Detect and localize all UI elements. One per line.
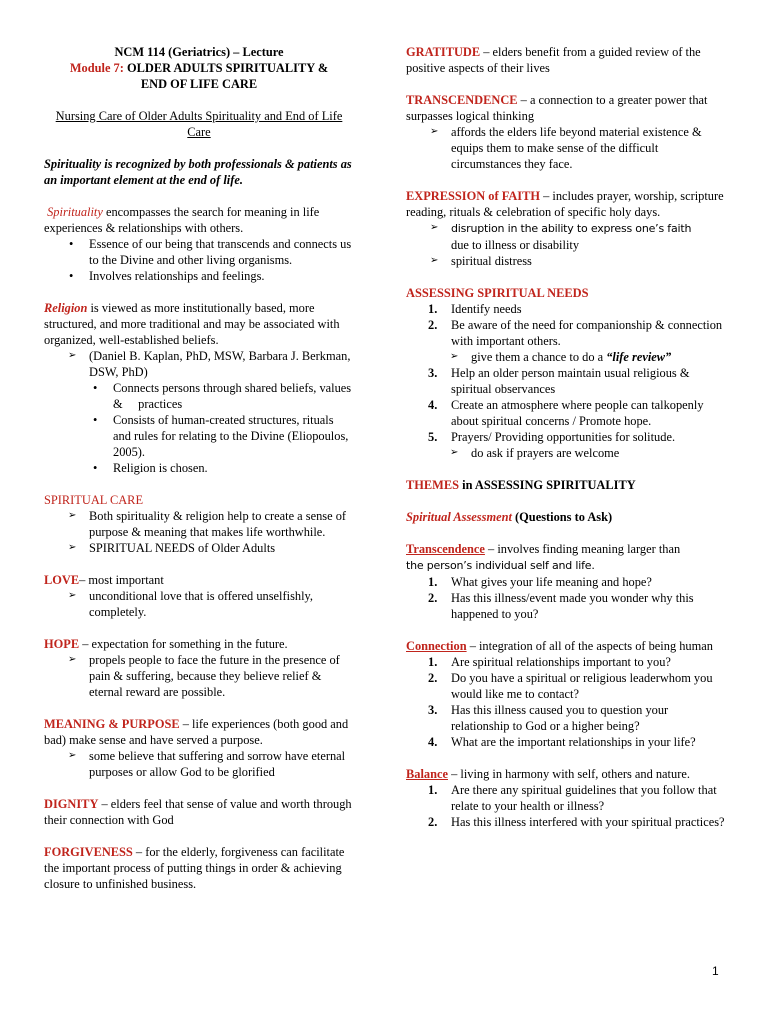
- themes-heading: THEMES in ASSESSING SPIRITUALITY: [406, 478, 636, 492]
- arrow-icon: ➢: [68, 510, 77, 521]
- list-item: 3. Help an older person maintain usual religious & spiritual observances: [428, 366, 690, 396]
- spirituality-bullets: [44, 236, 354, 284]
- list-item: • Religion is chosen.: [44, 460, 354, 476]
- spirituality-definition: Spirituality encompasses the search for meaning in life experiences & relationships with others.: [44, 205, 320, 235]
- list-item: 2. Do you have a spiritual or religious leaderwhom you would like me to contact?: [428, 671, 713, 701]
- spiritual-assessment-heading: Spiritual Assessment (Questions to Ask): [406, 510, 613, 524]
- list-item: ➢ do ask if prayers are welcome: [450, 446, 620, 460]
- left-column: [44, 44, 354, 892]
- gratitude-definition: GRATITUDE – elders benefit from a guided review of the positive aspects of their lives: [406, 45, 701, 75]
- page-number: 1: [712, 964, 719, 978]
- arrow-icon: ➢: [430, 222, 439, 233]
- list-item: ➢ spiritual distress: [430, 254, 532, 268]
- forgiveness-definition: FORGIVENESS – for the elderly, forgiveness can facilitate the important process of putting things in order & achieving closure to unfinished business.: [44, 845, 345, 891]
- arrow-icon: ➢: [450, 447, 459, 458]
- list-item: ➢ propels people to face the future in the presence of pain & suffering, because they believe relief & eternal reward are possible.: [68, 653, 340, 699]
- list-item: ➢ unconditional love that is offered unselfishly, completely.: [68, 589, 314, 619]
- module-label: Module 7:: [69, 61, 124, 75]
- course-title: NCM 114 (Geriatrics) – Lecture: [114, 45, 284, 59]
- connection-definition: Connection – integration of all of the aspects of being human: [406, 639, 713, 653]
- meaning-purpose-definition: MEANING & PURPOSE – life experiences (both good and bad) make sense and have served a purpose.: [44, 717, 349, 747]
- assessing-needs-heading: ASSESSING SPIRITUAL NEEDS: [406, 286, 589, 300]
- spiritual-care-heading: SPIRITUAL CARE: [44, 493, 144, 507]
- list-item: 2. Be aware of the need for companionship & connection with important others.: [428, 318, 723, 348]
- list-item: • Consists of human-created structures, rituals and rules for relating to the Divine (Eliopoulos, 2005).: [44, 412, 354, 460]
- list-item: 5. Prayers/ Providing opportunities for solitude.: [428, 430, 676, 444]
- arrow-icon: ➢: [68, 542, 77, 553]
- arrow-icon: ➢: [68, 590, 77, 601]
- transcendence-definition: TRANSCENDENCE – a connection to a greater power that surpasses logical thinking: [406, 93, 708, 123]
- list-item: 2. Has this illness interfered with your spiritual practices?: [428, 815, 725, 829]
- list-item: • Connects persons through shared beliefs, values & practices: [44, 380, 354, 412]
- list-item: • Involves relationships and feelings.: [44, 268, 354, 284]
- module-title: Module 7: OLDER ADULTS SPIRITUALITY &: [69, 61, 329, 75]
- dignity-definition: DIGNITY – elders feel that sense of value and worth through their connection with God: [44, 797, 352, 827]
- religion-bullets: [44, 380, 354, 476]
- arrow-icon: ➢: [68, 654, 77, 665]
- balance-definition: Balance – living in harmony with self, others and nature.: [406, 767, 690, 781]
- list-item: 1. What gives your life meaning and hope?: [428, 575, 652, 589]
- list-item: 1. Are there any spiritual guidelines that you follow that relate to your health or illness?: [428, 783, 717, 813]
- list-item: ➢ affords the elders life beyond material existence & equips them to make sense of the difficult circumstances they face.: [430, 125, 702, 171]
- list-item: 4. What are the important relationships in your life?: [428, 735, 696, 749]
- religion-citation: ➢ (Daniel B. Kaplan, PhD, MSW, Barbara J. Berkman, DSW, PhD): [68, 349, 351, 379]
- faith-definition: EXPRESSION of FAITH – includes prayer, worship, scripture reading, rituals & celebration of specific holy days.: [406, 189, 724, 219]
- list-item: ➢ some believe that suffering and sorrow have eternal purposes or allow God to be glorified: [68, 749, 346, 779]
- module-title-line2: END OF LIFE CARE: [140, 77, 258, 91]
- arrow-icon: ➢: [68, 750, 77, 761]
- arrow-icon: ➢: [430, 255, 439, 266]
- list-item: 3. Has this illness caused you to question your relationship to God or a higher being?: [428, 703, 669, 733]
- arrow-icon: ➢: [430, 126, 439, 137]
- list-item: 2. Has this illness/event made you wonder why this happened to you?: [428, 591, 694, 621]
- religion-definition: Religion is viewed as more institutionally based, more structured, and more traditional and may be associated with organized, well-established beliefs.: [44, 301, 340, 347]
- list-item: 1. Are spiritual relationships important to you?: [428, 655, 671, 669]
- list-item: ➢ disruption in the ability to express one’s faith due to illness or disability: [430, 222, 692, 252]
- love-definition: LOVE– most important: [44, 573, 164, 587]
- list-item: ➢ Both spirituality & religion help to create a sense of purpose & meaning that makes life worthwhile.: [68, 509, 347, 539]
- transcendence-question-definition: Transcendence – involves finding meaning larger than the person’s individual self and life.: [406, 542, 681, 572]
- list-item: ➢ SPIRITUAL NEEDS of Older Adults: [68, 541, 276, 555]
- arrow-icon: ➢: [68, 350, 77, 361]
- list-item: 1. Identify needs: [428, 302, 522, 316]
- hope-definition: HOPE – expectation for something in the future.: [44, 637, 288, 651]
- list-item: 4. Create an atmosphere where people can talkopenly about spiritual concerns / Promote hope.: [428, 398, 704, 428]
- arrow-icon: ➢: [450, 351, 459, 362]
- right-column: [406, 44, 726, 830]
- page-subtitle: Nursing Care of Older Adults Spirituality and End of Life Care: [55, 109, 343, 139]
- intro-statement: Spirituality is recognized by both professionals & patients as an important element at the end of life.: [44, 157, 352, 187]
- list-item: ➢ give them a chance to do a “life review”: [450, 350, 672, 364]
- list-item: • Essence of our being that transcends and connects us to the Divine and other living organisms.: [44, 236, 354, 268]
